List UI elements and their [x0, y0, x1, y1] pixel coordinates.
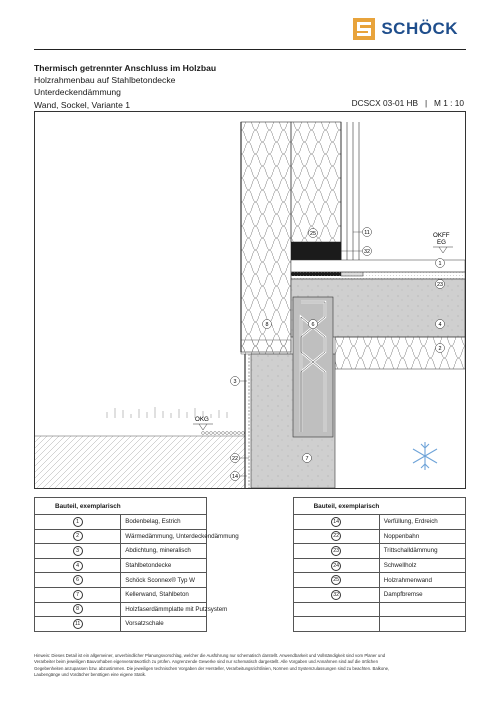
legend-header-left: Bauteil, exemplarisch	[35, 498, 207, 515]
svg-text:32: 32	[364, 249, 370, 255]
legend-label: Vorsatzschale	[121, 617, 207, 632]
svg-text:2: 2	[438, 346, 442, 352]
legend-number-circle: 1	[73, 517, 83, 527]
legend-row	[35, 573, 466, 588]
legend-row	[35, 529, 466, 544]
legend-gap	[207, 587, 293, 602]
legend-gap	[207, 544, 293, 559]
legend-label: Schwellholz	[379, 558, 465, 573]
svg-text:14: 14	[232, 474, 238, 480]
legend-number-circle: 8	[73, 604, 83, 614]
legend-number-circle: 25	[331, 575, 341, 585]
legend-gap	[207, 515, 293, 530]
legend-label	[379, 617, 465, 632]
earth-fill	[35, 436, 245, 488]
legend-number	[35, 558, 121, 573]
legend-number	[293, 558, 379, 573]
brand-logo	[353, 18, 458, 40]
legend-label: Holzrahmenwand	[379, 573, 465, 588]
legend-number-circle: 14	[331, 517, 341, 527]
legend-row	[35, 602, 466, 617]
callout-4	[436, 320, 445, 329]
legend-number	[35, 602, 121, 617]
svg-text:11: 11	[364, 230, 370, 236]
svg-text:23: 23	[437, 282, 443, 288]
legend-label: Bodenbelag, Estrich	[121, 515, 207, 530]
note-line: Hinweis: Dieses Detail ist ein allgemeiner, unverbindlicher Planungsvorschlag, welcher die Ausführung nur schematisch darstellt. Anwendbarkeit und Vollständigkeit sind vom Planer und	[34, 653, 386, 658]
callout-6	[309, 320, 318, 329]
legend-number-circle: 22	[331, 531, 341, 541]
legend-number-circle: 32	[331, 590, 341, 600]
legend-number-circle: 11	[73, 619, 83, 629]
legend-number	[35, 515, 121, 530]
snowflake-icon	[413, 442, 437, 470]
gravel-strip	[202, 432, 245, 435]
subtitle-variant: Wand, Sockel, Variante 1	[34, 99, 131, 110]
legend-label: Stahlbetondecke	[121, 558, 207, 573]
legend-number	[293, 544, 379, 559]
eg-label: EG	[437, 239, 446, 246]
legend-row	[35, 544, 466, 559]
svg-text:3: 3	[233, 379, 237, 385]
okff-label: OKFF	[433, 232, 450, 239]
legend-row	[35, 558, 466, 573]
header-rule	[34, 49, 466, 50]
callout-25	[309, 229, 318, 238]
legend-number	[35, 544, 121, 559]
svg-text:4: 4	[438, 322, 442, 328]
legend-number	[35, 587, 121, 602]
legend-number	[293, 587, 379, 602]
legend-label: Trittschalldämmung	[379, 544, 465, 559]
callout-7	[303, 454, 312, 463]
note-line: Gegebenheiten anzupassen bzw. abzustimmen. Die jeweiligen technischen Vorgaben der Hersteller, Verarbeitungsrichtlinien, Normen und Systemzulassungen sind zu beachten. Balkone,	[34, 665, 390, 671]
page-title: Thermisch getrennter Anschluss im Holzbau	[34, 63, 217, 73]
legend-number	[293, 515, 379, 530]
legend-header-right: Bauteil, exemplarisch	[293, 498, 465, 515]
legend-number-circle: 6	[73, 575, 83, 585]
legend-label: Kellerwand, Stahlbeton	[121, 587, 207, 602]
title-block	[34, 62, 216, 111]
underslab-insulation	[335, 337, 465, 369]
note-line: Verarbeiter beim jeweiligen Bauvorhaben eigenverantwortlich zu prüfen. Angrenzende Gewerke sind nur schematisch dargestellt. Alle Vorgaben und Annahmen sind auf die örtlichen	[34, 659, 378, 665]
detail-drawing	[34, 111, 466, 489]
wall-insulation	[241, 122, 291, 352]
svg-text:6: 6	[311, 322, 315, 328]
subtitle-construction: Holzrahmenbau auf Stahlbetondecke	[34, 75, 176, 86]
legend-label: Wärmedämmung, Unterdeckendämmung	[121, 529, 207, 544]
svg-text:25: 25	[310, 231, 316, 237]
okg-label: OKG	[195, 416, 209, 423]
legend-number-circle: 3	[73, 546, 83, 556]
legend-number-circle: 23	[331, 546, 341, 556]
component-legend	[34, 497, 466, 632]
legend-number	[35, 617, 121, 632]
legend-number	[293, 529, 379, 544]
legend-row	[35, 617, 466, 632]
legend-row	[35, 587, 466, 602]
legend-number-circle: 4	[73, 561, 83, 571]
legend-label: Verfüllung, Erdreich	[379, 515, 465, 530]
legend-number-circle: 7	[73, 590, 83, 600]
legend-number	[35, 573, 121, 588]
svg-text:7: 7	[305, 456, 309, 462]
callout-11	[353, 228, 372, 237]
callout-1	[436, 259, 445, 268]
legend-label	[379, 602, 465, 617]
callout-2	[436, 344, 445, 353]
legend-number	[293, 573, 379, 588]
legend-number-circle: 24	[331, 561, 341, 571]
subtitle-insulation: Unterdeckendämmung	[34, 87, 121, 98]
section-drawing	[35, 112, 465, 488]
brand-name: SCHÖCK	[381, 19, 458, 38]
callout-32	[341, 247, 372, 256]
svg-text:22: 22	[232, 456, 238, 462]
callout-8	[263, 320, 272, 329]
legend-number	[35, 529, 121, 544]
legend-label: Abdichtung, mineralisch	[121, 544, 207, 559]
grass-marks	[107, 407, 227, 418]
svg-text:1: 1	[438, 261, 442, 267]
legend-label: Holzfaserdämmplatte mit Putzsystem	[121, 602, 207, 617]
drawing-code: DCSCX 03-01 HB | M 1 : 10	[351, 98, 464, 108]
legend-row	[35, 515, 466, 530]
legend-gap	[207, 617, 293, 632]
legend-label: Noppenbahn	[379, 529, 465, 544]
note-line: Laubengänge und Vordächer benötigen eine eigene Statik.	[34, 672, 147, 678]
svg-text:8: 8	[265, 322, 269, 328]
legend-label: Schöck Sconnex® Typ W	[121, 573, 207, 588]
disclaimer-note	[34, 653, 466, 679]
legend-label: Dampfbremse	[379, 587, 465, 602]
legend-gap	[207, 558, 293, 573]
frame-insulation	[291, 122, 341, 242]
legend-number	[293, 602, 379, 617]
schoeck-logo-icon	[353, 18, 375, 40]
callout-23	[436, 280, 445, 289]
sconnex-module	[293, 297, 333, 437]
legend-number-circle: 2	[73, 531, 83, 541]
legend-gap	[207, 573, 293, 588]
impact-insulation	[291, 272, 465, 279]
legend-number	[293, 617, 379, 632]
